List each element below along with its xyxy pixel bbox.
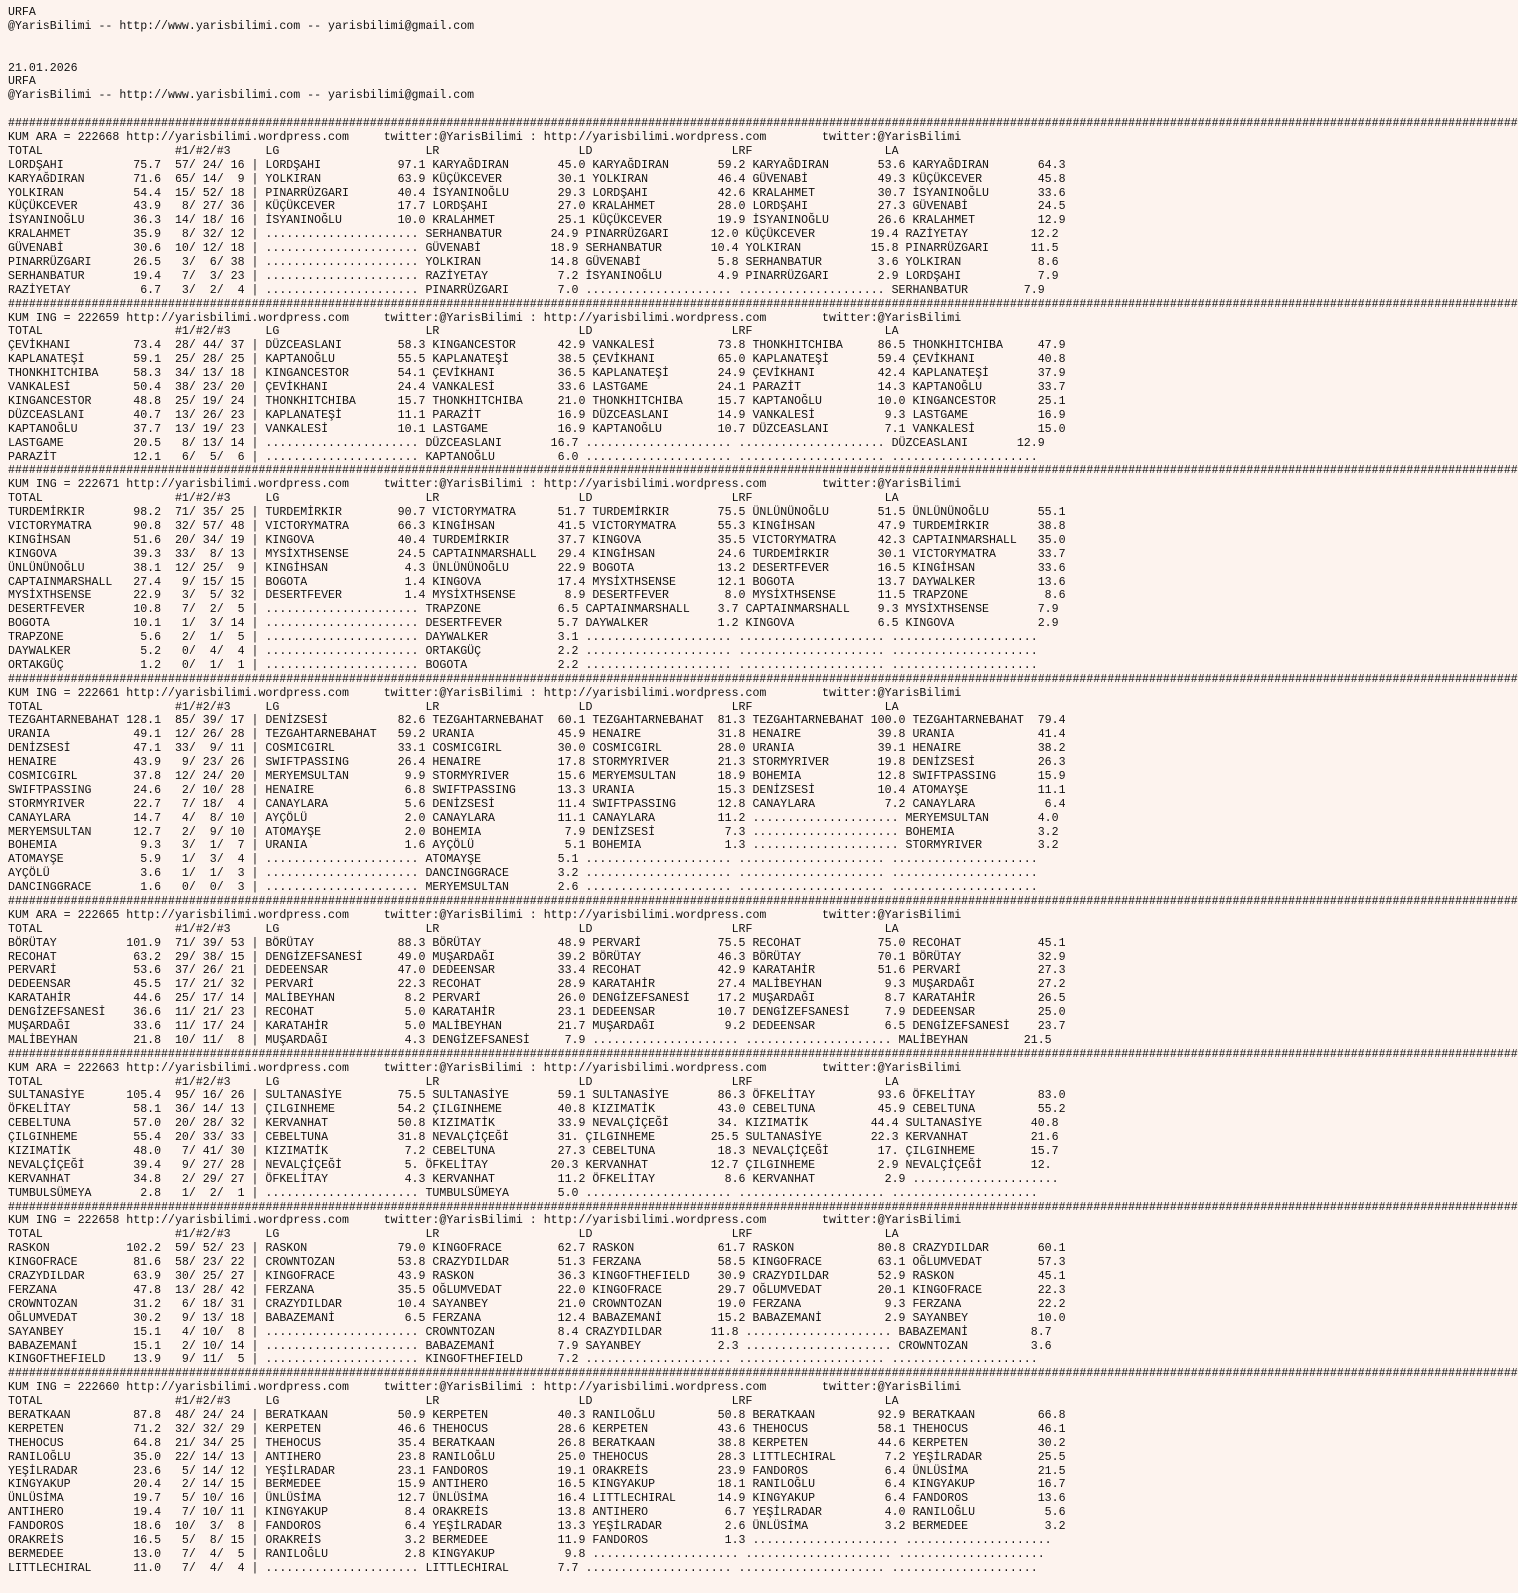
result-row: HENAIRE 43.9 9/ 23/ 26 | SWIFTPASSING 26.4 HENAIRE 17.8 STORMYRIVER 21.3 STORMYRIVER 19.8 DENİZSESİ 26.3: [8, 756, 1066, 770]
race-header-line: KUM ARA = 222663 http://yarisbilimi.wordpress.com twitter:@YarisBilimi : http://yarisbilimi.wordpress.com twitter:@YarisBilimi: [8, 1061, 962, 1075]
result-row: ÇILGINHEME 55.4 20/ 33/ 33 | CEBELTUNA 31.8 NEVALÇİÇEĞİ 31. ÇILGINHEME 25.5 SULTANASİYE 22.3 KERVANHAT 21.6: [8, 1131, 1059, 1145]
section-separator: #########################################################################################################################################################################################################################: [8, 464, 1518, 478]
result-row: NEVALÇİÇEĞİ 39.4 9/ 27/ 28 | NEVALÇİÇEĞİ 5. ÖFKELİTAY 20.3 KERVANHAT 12.7 ÇILGINHEME 2.9 NEVALÇİÇEĞİ 12.: [8, 1158, 1052, 1172]
result-row: FANDOROS 18.6 10/ 3/ 8 | FANDOROS 6.4 YEŞİLRADAR 13.3 YEŞİLRADAR 2.6 ÜNLÜSİMA 3.2 BERMEDEE 3.2: [8, 1520, 1066, 1534]
race-sections: [8, 117, 1518, 1576]
result-row: DENGİZEFSANESİ 36.6 11/ 21/ 23 | RECOHAT 5.0 KARATAHİR 23.1 DEDEENSAR 10.7 DENGİZEFSANESİ 7.9 DEDEENSAR 25.0: [8, 1006, 1066, 1020]
race-header-line: KUM ING = 222661 http://yarisbilimi.wordpress.com twitter:@YarisBilimi : http://yarisbilimi.wordpress.com twitter:@YarisBilimi: [8, 686, 962, 700]
result-row: TUMBULSÜMEYA 2.8 1/ 2/ 1 | ...................... TUMBULSÜMEYA 5.0 ..................... ..................... .....................: [8, 1186, 1038, 1200]
result-row: ÜNLÜNÜNOĞLU 38.1 12/ 25/ 9 | KINGİHSAN 4.3 ÜNLÜNÜNOĞLU 22.9 BOGOTA 13.2 DESERTFEVER 16.5 KINGİHSAN 33.6: [8, 561, 1066, 575]
result-row: ORAKREİS 16.5 5/ 8/ 15 | ORAKREİS 3.2 BERMEDEE 11.9 FANDOROS 1.3 ..................... .....................: [8, 1533, 1052, 1547]
top-title: URFA: [8, 6, 36, 19]
race-section: [8, 672, 1518, 895]
race-section: [8, 1367, 1518, 1575]
result-row: ÇEVİKHANI 73.4 28/ 44/ 37 | DÜZCEASLANI 58.3 KINGANCESTOR 42.9 VANKALESİ 73.8 THONKHITCHIBA 86.5 THONKHITCHIBA 47.9: [8, 339, 1066, 353]
result-row: MALİBEYHAN 21.8 10/ 11/ 8 | MUŞARDAĞI 4.3 DENGİZEFSANESİ 7.9 ..................... ..................... MALİBEYHAN 21.5: [8, 1033, 1052, 1047]
race-header-line: KUM ING = 222658 http://yarisbilimi.wordpress.com twitter:@YarisBilimi : http://yarisbilimi.wordpress.com twitter:@YarisBilimi: [8, 1214, 962, 1228]
race-header-line: KUM ING = 222660 http://yarisbilimi.wordpress.com twitter:@YarisBilimi : http://yarisbilimi.wordpress.com twitter:@YarisBilimi: [8, 1381, 962, 1395]
result-row: GÜVENABİ 30.6 10/ 12/ 18 | ...................... GÜVENABİ 18.9 SERHANBATUR 10.4 YOLKIRAN 15.8 PINARRÜZGARI 11.5: [8, 242, 1059, 256]
race-header-line: KUM ARA = 222668 http://yarisbilimi.wordpress.com twitter:@YarisBilimi : http://yarisbilimi.wordpress.com twitter:@YarisBilimi: [8, 131, 962, 145]
result-row: FERZANA 47.8 13/ 28/ 42 | FERZANA 35.5 OĞLUMVEDAT 22.0 KINGOFRACE 29.7 OĞLUMVEDAT 20.1 KINGOFRACE 22.3: [8, 1283, 1066, 1297]
result-row: CEBELTUNA 57.0 20/ 28/ 32 | KERVANHAT 50.8 KIZIMATİK 33.9 NEVALÇİÇEĞİ 34. KIZIMATİK 44.4 SULTANASİYE 40.8: [8, 1117, 1059, 1131]
result-row: KARYAĞDIRAN 71.6 65/ 14/ 9 | YOLKIRAN 63.9 KÜÇÜKCEVER 30.1 YOLKIRAN 46.4 GÜVENABİ 49.3 KÜÇÜKCEVER 45.8: [8, 172, 1066, 186]
result-row: ORTAKGÜÇ 1.2 0/ 1/ 1 | ...................... BOGOTA 2.2 ..................... ..................... .....................: [8, 658, 1038, 672]
result-row: KINGYAKUP 20.4 2/ 14/ 15 | BERMEDEE 15.9 ANTIHERO 16.5 KINGYAKUP 18.1 RANILOĞLU 6.4 KINGYAKUP 16.7: [8, 1478, 1066, 1492]
result-row: RANILOĞLU 35.0 22/ 14/ 13 | ANTIHERO 23.8 RANILOĞLU 25.0 THEHOCUS 28.3 LITTLECHIRAL 7.2 YEŞİLRADAR 25.5: [8, 1450, 1066, 1464]
result-row: BERATKAAN 87.8 48/ 24/ 24 | BERATKAAN 50.9 KERPETEN 40.3 RANILOĞLU 50.8 BERATKAAN 92.9 BERATKAAN 66.8: [8, 1408, 1066, 1422]
result-row: CANAYLARA 14.7 4/ 8/ 10 | AYÇÖLÜ 2.0 CANAYLARA 11.1 CANAYLARA 11.2 ..................... MERYEMSULTAN 4.0: [8, 811, 1059, 825]
column-header-line: TOTAL #1/#2/#3 LG LR LD LRF LA: [8, 1228, 899, 1242]
report-contact-line: @YarisBilimi -- http://www.yarisbilimi.com -- yarisbilimi@gmail.com: [8, 89, 475, 103]
race-section: [8, 1200, 1518, 1368]
result-row: LORDŞAHI 75.7 57/ 24/ 16 | LORDŞAHI 97.1 KARYAĞDIRAN 45.0 KARYAĞDIRAN 59.2 KARYAĞDIRAN 53.6 KARYAĞDIRAN 64.3: [8, 158, 1066, 172]
result-row: YEŞİLRADAR 23.6 5/ 14/ 12 | YEŞİLRADAR 23.1 FANDOROS 19.1 ORAKREİS 23.9 FANDOROS 6.4 ÜNLÜSİMA 21.5: [8, 1464, 1066, 1478]
result-row: RASKON 102.2 59/ 52/ 23 | RASKON 79.0 KINGOFRACE 62.7 RASKON 61.7 RASKON 80.8 CRAZYDILDAR 60.1: [8, 1242, 1066, 1256]
race-section: [8, 117, 1518, 298]
result-row: VICTORYMATRA 90.8 32/ 57/ 48 | VICTORYMATRA 66.3 KINGİHSAN 41.5 VICTORYMATRA 55.3 KINGİHSAN 47.9 TURDEMİRKIR 38.8: [8, 519, 1066, 533]
result-row: KINGOFRACE 81.6 58/ 23/ 22 | CROWNTOZAN 53.8 CRAZYDILDAR 51.3 FERZANA 58.5 KINGOFRACE 63.1 OĞLUMVEDAT 57.3: [8, 1256, 1066, 1270]
result-row: BOHEMIA 9.3 3/ 1/ 7 | URANIA 1.6 AYÇÖLÜ 5.1 BOHEMIA 1.3 ..................... STORMYRIVER 3.2: [8, 839, 1059, 853]
report-title: URFA: [8, 75, 36, 89]
column-header-line: TOTAL #1/#2/#3 LG LR LD LRF LA: [8, 1075, 899, 1089]
result-row: SERHANBATUR 19.4 7/ 3/ 23 | ...................... RAZİYETAY 7.2 İSYANINOĞLU 4.9 PINARRÜZGARI 2.9 LORDŞAHI 7.9: [8, 269, 1059, 283]
result-row: DAYWALKER 5.2 0/ 4/ 4 | ...................... ORTAKGÜÇ 2.2 ..................... ..................... .....................: [8, 644, 1038, 658]
result-row: KERVANHAT 34.8 2/ 29/ 27 | ÖFKELİTAY 4.3 KERVANHAT 11.2 ÖFKELİTAY 8.6 KERVANHAT 2.9 .....................: [8, 1172, 1059, 1186]
result-row: THEHOCUS 64.8 21/ 34/ 25 | THEHOCUS 35.4 BERATKAAN 26.8 BERATKAAN 38.8 KERPETEN 44.6 KERPETEN 30.2: [8, 1436, 1066, 1450]
result-row: ANTIHERO 19.4 7/ 10/ 11 | KINGYAKUP 8.4 ORAKREİS 13.8 ANTIHERO 6.7 YEŞİLRADAR 4.0 RANILOĞLU 5.6: [8, 1506, 1066, 1520]
result-row: KIZIMATİK 48.0 7/ 41/ 30 | KIZIMATİK 7.2 CEBELTUNA 27.3 CEBELTUNA 18.3 NEVALÇİÇEĞİ 17. ÇILGINHEME 15.7: [8, 1145, 1059, 1159]
result-row: BABAZEMANİ 15.1 2/ 10/ 14 | ...................... BABAZEMANİ 7.9 SAYANBEY 2.3 ..................... CROWNTOZAN 3.6: [8, 1339, 1052, 1353]
section-separator: #########################################################################################################################################################################################################################: [8, 1047, 1518, 1061]
blank-line: [8, 103, 1073, 117]
result-row: DÜZCEASLANI 40.7 13/ 26/ 23 | KAPLANATEŞİ 11.1 PARAZİT 16.9 DÜZCEASLANI 14.9 VANKALESİ 9.3 LASTGAME 16.9: [8, 408, 1066, 422]
column-header-line: TOTAL #1/#2/#3 LG LR LD LRF LA: [8, 144, 899, 158]
top-contact-line: @YarisBilimi -- http://www.yarisbilimi.com -- yarisbilimi@gmail.com: [8, 19, 475, 33]
result-row: TRAPZONE 5.6 2/ 1/ 5 | ...................... DAYWALKER 3.1 ..................... ..................... .....................: [8, 631, 1038, 645]
section-separator: #########################################################################################################################################################################################################################: [8, 297, 1518, 311]
result-row: SAYANBEY 15.1 4/ 10/ 8 | ...................... CROWNTOZAN 8.4 CRAZYDILDAR 11.8 ..................... BABAZEMANİ 8.7: [8, 1325, 1052, 1339]
result-row: BÖRÜTAY 101.9 71/ 39/ 53 | BÖRÜTAY 88.3 BÖRÜTAY 48.9 PERVARİ 75.5 RECOHAT 75.0 RECOHAT 45.1: [8, 936, 1066, 950]
blank-line: [8, 48, 1073, 62]
result-row: COSMICGIRL 37.8 12/ 24/ 20 | MERYEMSULTAN 9.9 STORMYRIVER 15.6 MERYEMSULTAN 18.9 BOHEMIA 12.8 SWIFTPASSING 15.9: [8, 769, 1066, 783]
result-row: SULTANASİYE 105.4 95/ 16/ 26 | SULTANASİYE 75.5 SULTANASİYE 59.1 SULTANASİYE 86.3 ÖFKELİTAY 93.6 ÖFKELİTAY 83.0: [8, 1089, 1066, 1103]
result-row: YOLKIRAN 54.4 15/ 52/ 18 | PINARRÜZGARI 40.4 İSYANINOĞLU 29.3 LORDŞAHI 42.6 KRALAHMET 30.7 İSYANINOĞLU 33.6: [8, 186, 1066, 200]
result-row: RECOHAT 63.2 29/ 38/ 15 | DENGİZEFSANESİ 49.0 MUŞARDAĞI 39.2 BÖRÜTAY 46.3 BÖRÜTAY 70.1 BÖRÜTAY 32.9: [8, 950, 1066, 964]
column-header-line: TOTAL #1/#2/#3 LG LR LD LRF LA: [8, 700, 899, 714]
column-header-line: TOTAL #1/#2/#3 LG LR LD LRF LA: [8, 922, 899, 936]
result-row: TURDEMİRKIR 98.2 71/ 35/ 25 | TURDEMİRKIR 90.7 VICTORYMATRA 51.7 TURDEMİRKIR 75.5 ÜNLÜNÜNOĞLU 51.5 ÜNLÜNÜNOĞLU 55.1: [8, 506, 1066, 520]
result-row: MERYEMSULTAN 12.7 2/ 9/ 10 | ATOMAYŞE 2.0 BOHEMIA 7.9 DENİZSESİ 7.3 ..................... BOHEMIA 3.2: [8, 825, 1059, 839]
section-separator: #########################################################################################################################################################################################################################: [8, 117, 1518, 131]
result-row: KINGANCESTOR 48.8 25/ 19/ 24 | THONKHITCHIBA 15.7 THONKHITCHIBA 21.0 THONKHITCHIBA 15.7 KAPTANOĞLU 10.0 KINGANCESTOR 25.1: [8, 394, 1066, 408]
section-separator: #########################################################################################################################################################################################################################: [8, 1367, 1518, 1381]
result-row: PERVARİ 53.6 37/ 26/ 21 | DEDEENSAR 47.0 DEDEENSAR 33.4 RECOHAT 42.9 KARATAHİR 51.6 PERVARİ 27.3: [8, 964, 1066, 978]
result-row: BOGOTA 10.1 1/ 3/ 14 | ...................... DESERTFEVER 5.7 DAYWALKER 1.2 KINGOVA 6.5 KINGOVA 2.9: [8, 617, 1059, 631]
result-row: AYÇÖLÜ 3.6 1/ 1/ 3 | ...................... DANCINGGRACE 3.2 ..................... ..................... .....................: [8, 867, 1038, 881]
result-row: KINGOVA 39.3 33/ 8/ 13 | MYSİXTHSENSE 24.5 CAPTAINMARSHALL 29.4 KINGİHSAN 24.6 TURDEMİRKIR 30.1 VICTORYMATRA 33.7: [8, 547, 1066, 561]
race-header-line: KUM ARA = 222665 http://yarisbilimi.wordpress.com twitter:@YarisBilimi : http://yarisbilimi.wordpress.com twitter:@YarisBilimi: [8, 908, 962, 922]
result-row: ATOMAYŞE 5.9 1/ 3/ 4 | ...................... ATOMAYŞE 5.1 ..................... ..................... .....................: [8, 853, 1038, 867]
race-section: [8, 297, 1518, 465]
result-row: OĞLUMVEDAT 30.2 9/ 13/ 18 | BABAZEMANİ 6.5 FERZANA 12.4 BABAZEMANİ 15.2 BABAZEMANİ 2.9 SAYANBEY 10.0: [8, 1311, 1066, 1325]
result-row: ÜNLÜSİMA 19.7 5/ 10/ 16 | ÜNLÜSİMA 12.7 ÜNLÜSİMA 16.4 LITTLECHIRAL 14.9 KINGYAKUP 6.4 FANDOROS 13.6: [8, 1492, 1066, 1506]
result-row: KINGİHSAN 51.6 20/ 34/ 19 | KINGOVA 40.4 TURDEMİRKIR 37.7 KINGOVA 35.5 VICTORYMATRA 42.3 CAPTAINMARSHALL 35.0: [8, 533, 1066, 547]
result-row: DANCINGGRACE 1.6 0/ 0/ 3 | ...................... MERYEMSULTAN 2.6 ..................... ..................... .....................: [8, 881, 1038, 895]
result-row: KARATAHİR 44.6 25/ 17/ 14 | MALİBEYHAN 8.2 PERVARİ 26.0 DENGİZEFSANESİ 17.2 MUŞARDAĞI 8.7 KARATAHİR 26.5: [8, 992, 1066, 1006]
blank-line: [8, 34, 1073, 48]
result-row: RAZİYETAY 6.7 3/ 2/ 4 | ...................... PINARRÜZGARI 7.0 ..................... ..................... SERHANBATUR 7.9: [8, 283, 1045, 297]
result-row: CROWNTOZAN 31.2 6/ 18/ 31 | CRAZYDILDAR 10.4 SAYANBEY 21.0 CROWNTOZAN 19.0 FERZANA 9.3 FERZANA 22.2: [8, 1297, 1066, 1311]
column-header-line: TOTAL #1/#2/#3 LG LR LD LRF LA: [8, 492, 899, 506]
race-section: [8, 1047, 1518, 1201]
result-row: VANKALESİ 50.4 38/ 23/ 20 | ÇEVİKHANI 24.4 VANKALESİ 33.6 LASTGAME 24.1 PARAZİT 14.3 KAPTANOĞLU 33.7: [8, 381, 1066, 395]
result-row: KAPTANOĞLU 37.7 13/ 19/ 23 | VANKALESİ 10.1 LASTGAME 16.9 KAPTANOĞLU 10.7 DÜZCEASLANI 7.1 VANKALESİ 15.0: [8, 422, 1066, 436]
result-row: SWIFTPASSING 24.6 2/ 10/ 28 | HENAIRE 6.8 SWIFTPASSING 13.3 URANIA 15.3 DENİZSESİ 10.4 ATOMAYŞE 11.1: [8, 783, 1066, 797]
result-row: DEDEENSAR 45.5 17/ 21/ 32 | PERVARİ 22.3 RECOHAT 28.9 KARATAHİR 27.4 MALİBEYHAN 9.3 MUŞARDAĞI 27.2: [8, 978, 1066, 992]
result-row: ÖFKELİTAY 58.1 36/ 14/ 13 | ÇILGINHEME 54.2 ÇILGINHEME 40.8 KIZIMATİK 43.0 CEBELTUNA 45.9 CEBELTUNA 55.2: [8, 1103, 1066, 1117]
race-header-line: KUM ING = 222659 http://yarisbilimi.wordpress.com twitter:@YarisBilimi : http://yarisbilimi.wordpress.com twitter:@YarisBilimi: [8, 311, 962, 325]
column-header-line: TOTAL #1/#2/#3 LG LR LD LRF LA: [8, 1395, 899, 1409]
result-row: LITTLECHIRAL 11.0 7/ 4/ 4 | ...................... LITTLECHIRAL 7.7 ..................... ..................... .....................: [8, 1561, 1038, 1575]
result-row: BERMEDEE 13.0 7/ 4/ 5 | RANILOĞLU 2.8 KINGYAKUP 9.8 ..................... ..................... .....................: [8, 1547, 1045, 1561]
column-header-line: TOTAL #1/#2/#3 LG LR LD LRF LA: [8, 325, 899, 339]
section-separator: #########################################################################################################################################################################################################################: [8, 672, 1518, 686]
result-row: PARAZİT 12.1 6/ 5/ 6 | ...................... KAPTANOĞLU 6.0 ..................... ..................... .....................: [8, 450, 1038, 464]
result-row: KERPETEN 71.2 32/ 32/ 29 | KERPETEN 46.6 THEHOCUS 28.6 KERPETEN 43.6 THEHOCUS 58.1 THEHOCUS 46.1: [8, 1422, 1066, 1436]
result-row: TEZGAHTARNEBAHAT 128.1 85/ 39/ 17 | DENİZSESİ 82.6 TEZGAHTARNEBAHAT 60.1 TEZGAHTARNEBAHAT 81.3 TEZGAHTARNEBAHAT 100.0 TEZGAHTARNEBAHAT 79.4: [8, 714, 1066, 728]
result-row: MYSİXTHSENSE 22.9 3/ 5/ 32 | DESERTFEVER 1.4 MYSİXTHSENSE 8.9 DESERTFEVER 8.0 MYSİXTHSENSE 11.5 TRAPZONE 8.6: [8, 589, 1066, 603]
result-row: CRAZYDILDAR 63.9 30/ 25/ 27 | KINGOFRACE 43.9 RASKON 36.3 KINGOFTHEFIELD 30.9 CRAZYDILDAR 52.9 RASKON 45.1: [8, 1270, 1066, 1284]
section-separator: #########################################################################################################################################################################################################################: [8, 895, 1518, 908]
section-separator: #########################################################################################################################################################################################################################: [8, 1200, 1518, 1214]
result-row: LASTGAME 20.5 8/ 13/ 14 | ...................... DÜZCEASLANI 16.7 ..................... ..................... DÜZCEASLANI 12.9: [8, 436, 1045, 450]
race-header-line: KUM ING = 222671 http://yarisbilimi.wordpress.com twitter:@YarisBilimi : http://yarisbilimi.wordpress.com twitter:@YarisBilimi: [8, 478, 962, 492]
result-row: PINARRÜZGARI 26.5 3/ 6/ 38 | ...................... YOLKIRAN 14.8 GÜVENABİ 5.8 SERHANBATUR 3.6 YOLKIRAN 8.6: [8, 256, 1059, 270]
result-row: İSYANINOĞLU 36.3 14/ 18/ 16 | İSYANINOĞLU 10.0 KRALAHMET 25.1 KÜÇÜKCEVER 19.9 İSYANINOĞLU 26.6 KRALAHMET 12.9: [8, 214, 1066, 228]
result-row: KÜÇÜKCEVER 43.9 8/ 27/ 36 | KÜÇÜKCEVER 17.7 LORDŞAHI 27.0 KRALAHMET 28.0 LORDŞAHI 27.3 GÜVENABİ 24.5: [8, 200, 1066, 214]
result-row: CAPTAINMARSHALL 27.4 9/ 15/ 15 | BOGOTA 1.4 KINGOVA 17.4 MYSİXTHSENSE 12.1 BOGOTA 13.7 DAYWALKER 13.6: [8, 575, 1066, 589]
result-row: DENİZSESİ 47.1 33/ 9/ 11 | COSMICGIRL 33.1 COSMICGIRL 30.0 COSMICGIRL 28.0 URANIA 39.1 HENAIRE 38.2: [8, 742, 1066, 756]
race-section: [8, 464, 1518, 672]
result-row: DESERTFEVER 10.8 7/ 2/ 5 | ...................... TRAPZONE 6.5 CAPTAINMARSHALL 3.7 CAPTAINMARSHALL 9.3 MYSİXTHSENSE 7.9: [8, 603, 1059, 617]
result-row: KINGOFTHEFIELD 13.9 9/ 11/ 5 | ...................... KINGOFTHEFIELD 7.2 ..................... ..................... .....................: [8, 1353, 1038, 1367]
result-row: KRALAHMET 35.9 8/ 32/ 12 | ...................... SERHANBATUR 24.9 PINARRÜZGARI 12.0 KÜÇÜKCEVER 19.4 RAZİYETAY 12.2: [8, 228, 1059, 242]
race-section: [8, 895, 1518, 1048]
report-date: 21.01.2026: [8, 61, 78, 75]
result-row: MUŞARDAĞI 33.6 11/ 17/ 24 | KARATAHİR 5.0 MALİBEYHAN 21.7 MUŞARDAĞI 9.2 DEDEENSAR 6.5 DENGİZEFSANESİ 23.7: [8, 1020, 1066, 1034]
result-row: KAPLANATEŞİ 59.1 25/ 28/ 25 | KAPTANOĞLU 55.5 KAPLANATEŞİ 38.5 ÇEVİKHANI 65.0 KAPLANATEŞİ 59.4 ÇEVİKHANI 40.8: [8, 353, 1066, 367]
result-row: THONKHITCHIBA 58.3 34/ 13/ 18 | KINGANCESTOR 54.1 ÇEVİKHANI 36.5 KAPLANATEŞİ 24.9 ÇEVİKHANI 42.4 KAPLANATEŞİ 37.9: [8, 367, 1066, 381]
result-row: URANIA 49.1 12/ 26/ 28 | TEZGAHTARNEBAHAT 59.2 URANIA 45.9 HENAIRE 31.8 HENAIRE 39.8 URANIA 41.4: [8, 728, 1066, 742]
result-row: STORMYRIVER 22.7 7/ 18/ 4 | CANAYLARA 5.6 DENİZSESİ 11.4 SWIFTPASSING 12.8 CANAYLARA 7.2 CANAYLARA 6.4: [8, 797, 1066, 811]
